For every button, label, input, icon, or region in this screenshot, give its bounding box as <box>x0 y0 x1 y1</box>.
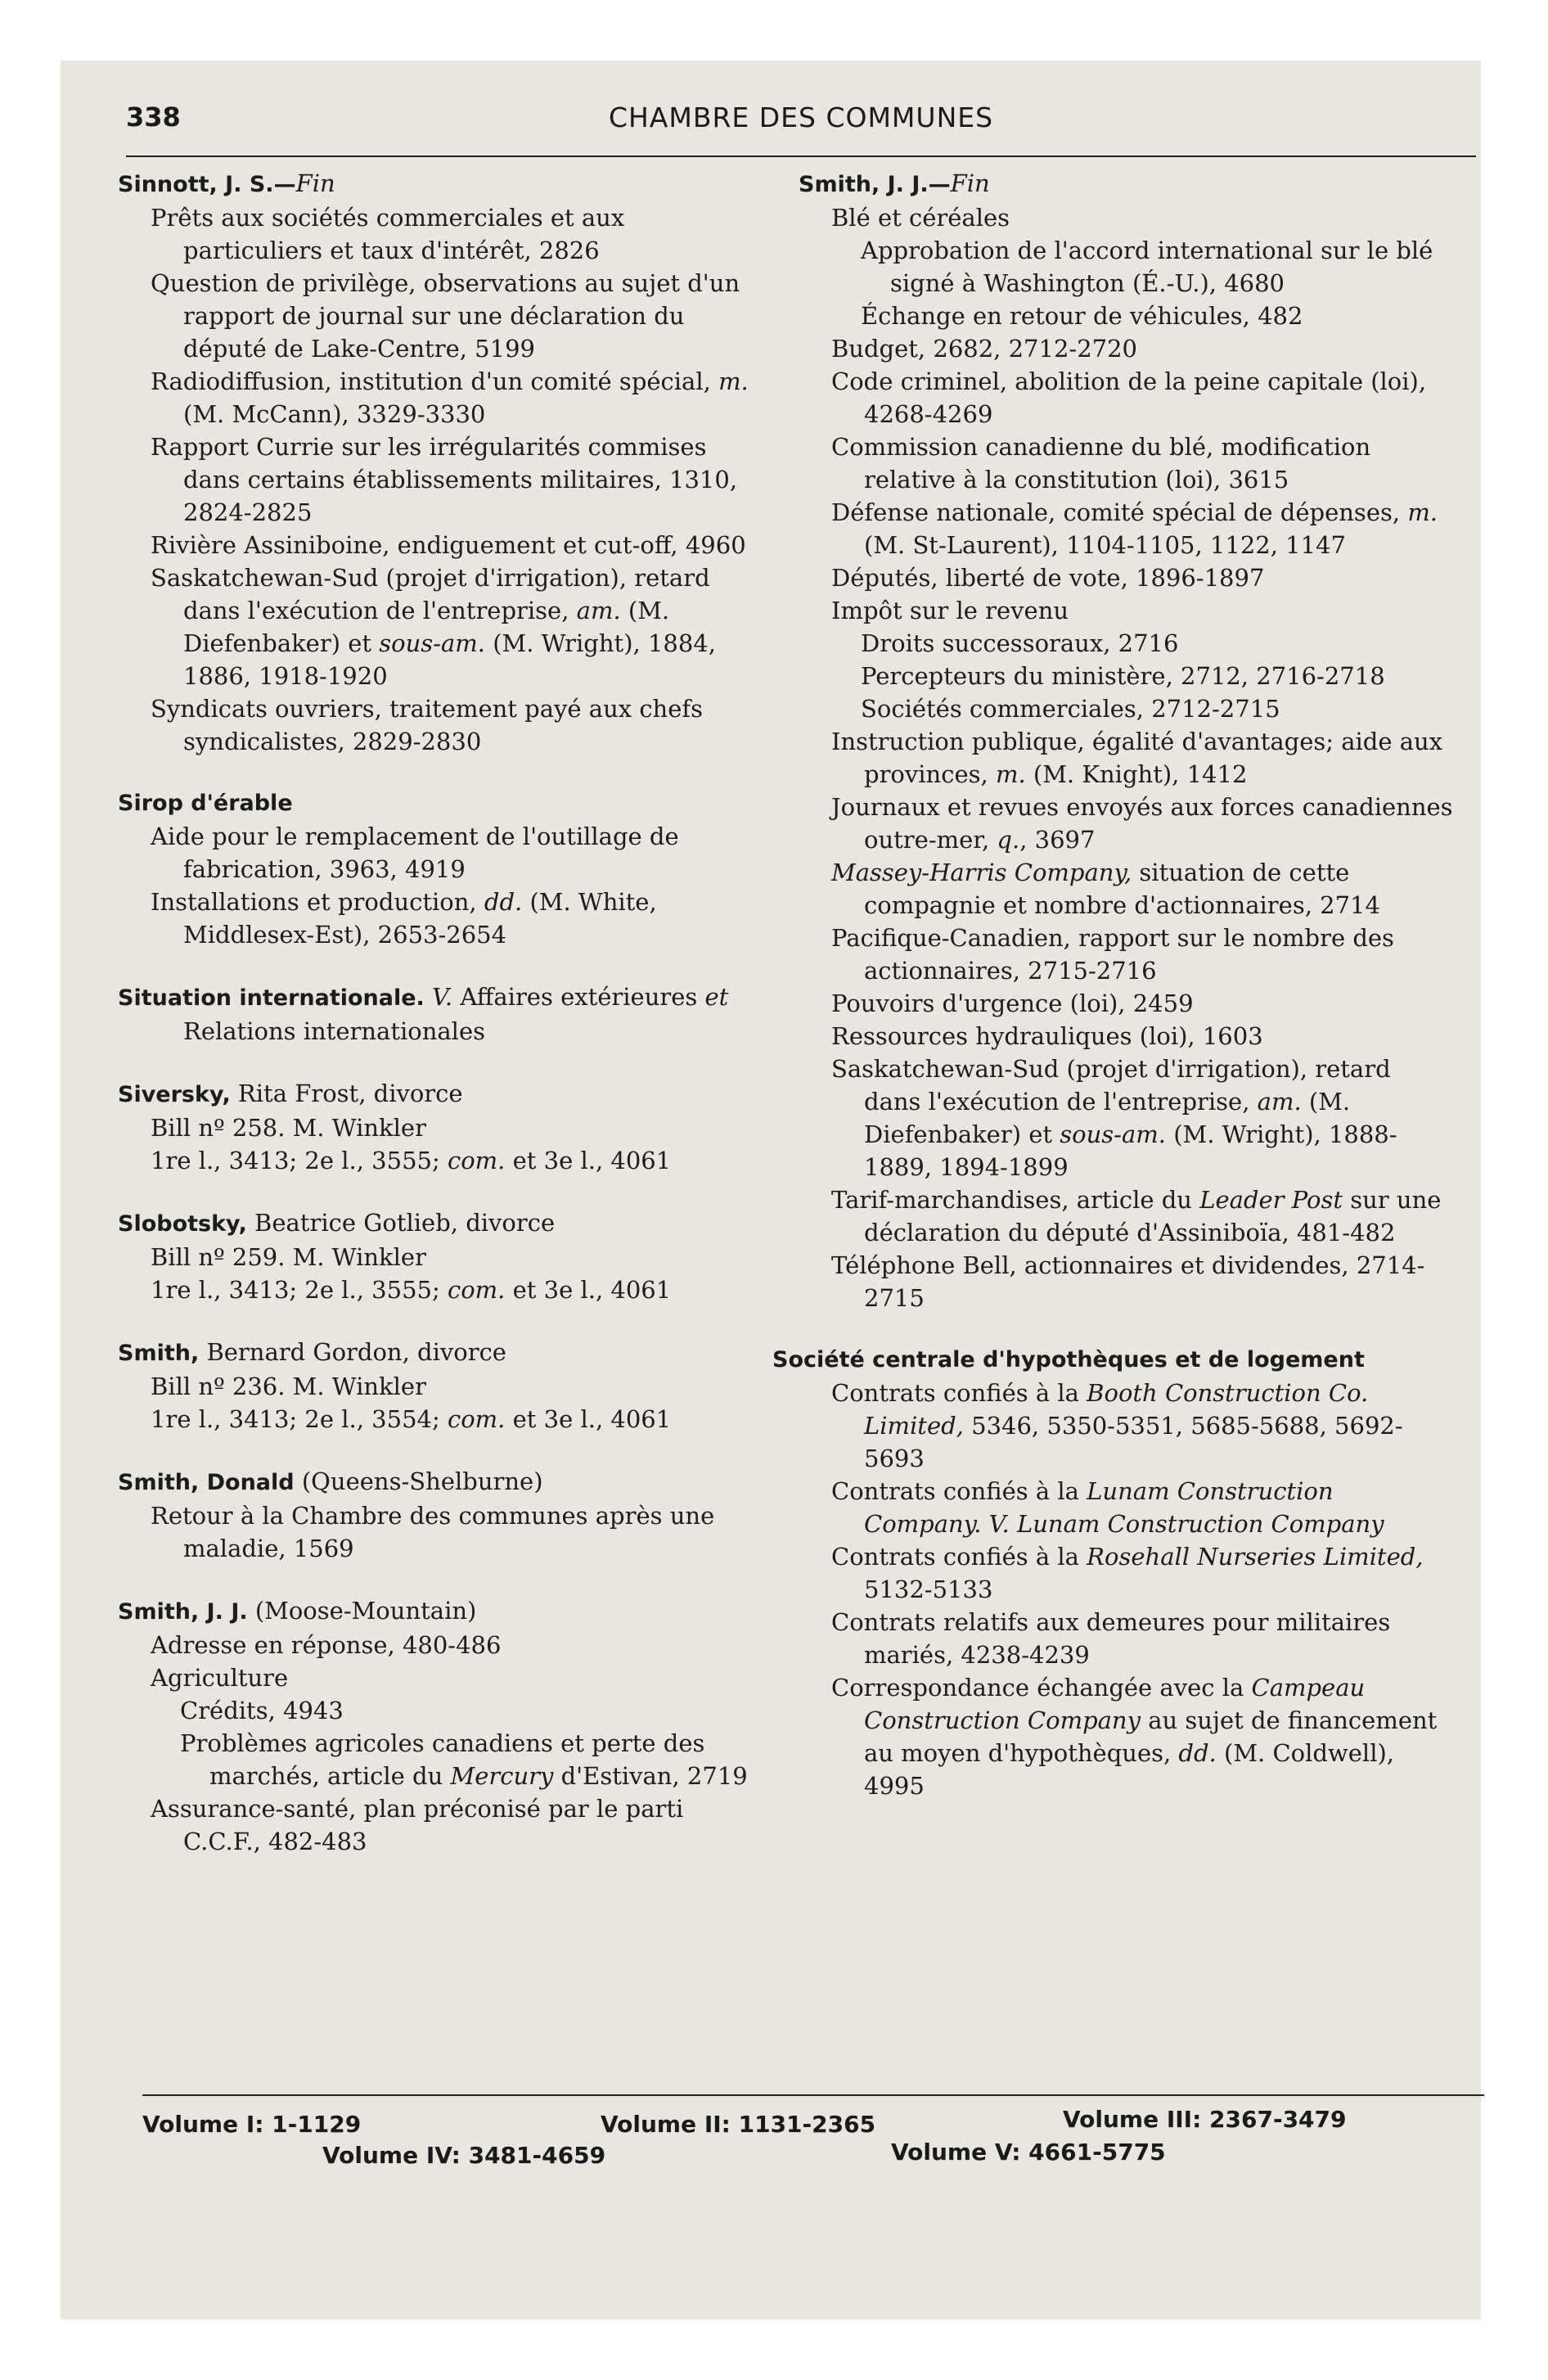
sub-entry: Syndicats ouvriers, traitement payé aux chefs syndicalistes, 2829-2830 <box>151 695 704 755</box>
volume-range: Volume V: 4661-5775 <box>891 2139 1166 2166</box>
page-number: 338 <box>126 101 181 133</box>
sub-entry: Impôt sur le revenu <box>831 597 1069 624</box>
sub-entry: Députés, liberté de vote, 1896-1897 <box>831 564 1265 592</box>
sub-sub-entry: Percepteurs du ministère, 2712, 2716-2718 <box>861 662 1385 690</box>
sub-entry: Contrats confiés à la Lunam Construction Company. V. Lunam Construction Company <box>831 1477 1384 1538</box>
entry-heading-suffix: Fin <box>295 169 335 197</box>
sub-entry: Blé et céréales <box>831 204 1010 232</box>
sub-entry: Contrats relatifs aux demeures pour militaires mariés, 4238-4239 <box>831 1608 1391 1669</box>
entry-heading: Société centrale d'hypothèques et de logement <box>772 1347 1365 1373</box>
sub-entry: 1re l., 3413; 2e l., 3554; com. et 3e l., 4061 <box>151 1405 672 1433</box>
sub-entry: Installations et production, dd. (M. White, Middlesex-Est), 2653-2654 <box>151 888 657 949</box>
sub-sub-entry: Approbation de l'accord international sur le blé signé à Washington (É.-U.), 4680 <box>861 237 1433 297</box>
entry-heading: Sirop d'érable <box>118 791 293 816</box>
sub-entry: Correspondance échangée avec la Campeau Construction Company au sujet de financement au moyen d'hypothèques, dd. (M. Coldwell), 4995 <box>831 1674 1438 1800</box>
volume-range: Volume II: 1131-2365 <box>601 2111 876 2138</box>
sub-entry: Massey-Harris Company, situation de cette compagnie et nombre d'actionnaires, 2714 <box>831 859 1380 919</box>
sub-entry: 1re l., 3413; 2e l., 3555; com. et 3e l., 4061 <box>151 1276 672 1304</box>
sub-entry: Assurance-santé, plan préconisé par le parti C.C.F., 482-483 <box>151 1795 684 1855</box>
entry-societe-centrale <box>772 1344 1453 1802</box>
sub-entry: Commission canadienne du blé, modification relative à la constitution (loi), 3615 <box>831 433 1371 494</box>
sub-entry: Aide pour le remplacement de l'outillage de fabrication, 3963, 4919 <box>151 823 679 883</box>
sub-entry: Journaux et revues envoyés aux forces canadiennes outre-mer, q., 3697 <box>831 793 1453 854</box>
sub-entry: Rapport Currie sur les irrégularités commises dans certains établissements militaires, 1310, 2824-2825 <box>151 433 738 526</box>
right-column <box>772 167 1453 1832</box>
sub-entry: Question de privilège, observations au sujet d'un rapport de journal sur une déclaration du député de Lake-Centre, 5199 <box>151 269 740 363</box>
sub-entry: Bill nº 258. M. Winkler <box>151 1114 426 1142</box>
sub-entry: Instruction publique, égalité d'avantages; aide aux provinces, m. (M. Knight), 1412 <box>831 728 1443 788</box>
sub-entry: Pacifique-Canadien, rapport sur le nombre des actionnaires, 2715-2716 <box>831 924 1394 985</box>
sub-entry: Saskatchewan-Sud (projet d'irrigation), retard dans l'exécution de l'entreprise, am. (M. Diefenbaker) et sous-am. (M. Wright), 1884, 1886, 1918-1920 <box>151 564 716 690</box>
sub-entry: Rivière Assiniboine, endiguement et cut-off, 4960 <box>151 531 746 559</box>
sub-entry: Prêts aux sociétés commerciales et aux particuliers et taux d'intérêt, 2826 <box>151 204 625 264</box>
sub-entry: Tarif-marchandises, article du Leader Post sur une déclaration du député d'Assiniboïa, 481-482 <box>831 1186 1442 1246</box>
entry-heading: Situation internationale. <box>118 985 425 1011</box>
volume-footer <box>142 2094 1484 2170</box>
sub-entry: Saskatchewan-Sud (projet d'irrigation), retard dans l'exécution de l'entreprise, am. (M. Diefenbaker) et sous-am. (M. Wright), 1888-1889, 1894-1899 <box>831 1055 1397 1181</box>
sub-entry: Téléphone Bell, actionnaires et dividendes, 2714-2715 <box>831 1251 1425 1312</box>
entry-heading: Smith, <box>118 1341 200 1366</box>
entry-heading: Siversky, <box>118 1082 231 1107</box>
sub-entry: Pouvoirs d'urgence (loi), 2459 <box>831 989 1194 1017</box>
sub-entry: Retour à la Chambre des communes après une maladie, 1569 <box>151 1502 715 1562</box>
sub-sub-entry: Crédits, 4943 <box>180 1697 344 1724</box>
sub-entry: Contrats confiés à la Rosehall Nurseries Limited, 5132-5133 <box>831 1543 1424 1603</box>
sub-entry: 1re l., 3413; 2e l., 3555; com. et 3e l., 4061 <box>151 1147 672 1174</box>
sub-sub-entry: Problèmes agricoles canadiens et perte des marchés, article du Mercury d'Estivan, 2719 <box>180 1729 748 1790</box>
index-page <box>61 61 1481 2319</box>
sub-sub-entry: Sociétés commerciales, 2712-2715 <box>861 695 1280 723</box>
sub-sub-entry: Droits successoraux, 2716 <box>861 629 1179 657</box>
entry-smith-bernard: Smith, Bernard Gordon, divorce Bill nº 236. M. Winkler 1re l., 3413; 2e l., 3554; com. et 3e l., 4061 <box>118 1336 764 1436</box>
sub-entry: Budget, 2682, 2712-2720 <box>831 335 1138 363</box>
sub-entry: Ressources hydrauliques (loi), 1603 <box>831 1022 1263 1050</box>
entry-smith-jj: Smith, J. J. (Moose-Mountain) Adresse en réponse, 480-486 Agriculture Crédits, 4943 Problèmes agricoles canadiens et perte des marchés, article du Mercury d'Estivan, 2719 Assurance-santé, plan préconisé par le parti C.C.F., 482-483 <box>118 1594 764 1858</box>
sub-entry: Radiodiffusion, institution d'un comité spécial, m. (M. McCann), 3329-3330 <box>151 367 749 428</box>
sub-entry: Bill nº 236. M. Winkler <box>151 1373 426 1400</box>
page-header <box>126 98 1476 157</box>
entry-siversky: Siversky, Rita Frost, divorce Bill nº 258. M. Winkler 1re l., 3413; 2e l., 3555; com. et 3e l., 4061 <box>118 1077 764 1177</box>
entry-heading: Smith, Donald <box>118 1470 295 1495</box>
sub-entry: Défense nationale, comité spécial de dépenses, m. (M. St-Laurent), 1104-1105, 1122, 1147 <box>831 498 1438 559</box>
entry-sinnott <box>118 167 764 758</box>
left-column <box>118 167 764 1887</box>
entry-slobotsky: Slobotsky, Beatrice Gotlieb, divorce Bill nº 259. M. Winkler 1re l., 3413; 2e l., 3555; com. et 3e l., 4061 <box>118 1206 764 1306</box>
entry-heading: Slobotsky, <box>118 1211 247 1237</box>
sub-sub-entry: Échange en retour de véhicules, 482 <box>861 302 1303 330</box>
entry-situation: Situation internationale. V. Affaires extérieures et Relations internationales <box>118 983 729 1045</box>
volume-range: Volume III: 2367-3479 <box>1063 2106 1347 2133</box>
sub-entry: Code criminel, abolition de la peine capitale (loi), 4268-4269 <box>831 367 1427 428</box>
entry-heading: Sinnott, J. S.— <box>118 172 296 197</box>
entry-smith-donald: Smith, Donald (Queens-Shelburne) Retour à la Chambre des communes après une maladie, 1569 <box>118 1465 764 1565</box>
page-title: CHAMBRE DES COMMUNES <box>608 101 994 133</box>
sub-entry: Contrats confiés à la Booth Construction Co. Limited, 5346, 5350-5351, 5685-5688, 5692-5693 <box>831 1379 1403 1472</box>
volume-range: Volume I: 1-1129 <box>142 2111 362 2138</box>
entry-sirop <box>118 787 764 951</box>
entry-heading: Smith, J. J. <box>118 1599 248 1625</box>
sub-entry: Adresse en réponse, 480-486 <box>151 1631 502 1659</box>
sub-entry: Agriculture <box>151 1664 289 1692</box>
volume-range: Volume IV: 3481-4659 <box>322 2142 606 2169</box>
entry-heading: Smith, J. J.— <box>799 172 951 197</box>
entry-smith-jj-fin: Smith, J. J.—Fin Blé et céréales Approbation de l'accord international sur le blé signé à Washington (É.-U.), 4680 Échange en retour de véhicules, 482 Budget, 2682, 2712-2720 Code criminel, abolition de la peine capitale (loi), 4268-4269 Commission canadienne du blé, modification relative à la constitution (loi), 3615 Défense nationale, comité spécial de dépenses, m. (M. St-Laurent), 1104-1105, 1122, 1147 Députés, liberté de vote, 1896-1897 Impôt sur le revenu Droits successoraux, 2716 Percepteurs du ministère, 2712, 2716-2718 Sociétés commerciales, 2712-2715 Instruction publique, égalité d'avantages; aide aux provinces, m. (M. Knight), 1412 Journaux et revues envoyés aux forces canadiennes outre-mer, q., 3697 Massey-Harris Company, situation de cette compagnie et nombre d'actionnaires, 2714 Pacifique-Canadien, rapport sur le nombre des actionnaires, 2715-2716 Pouvoirs d'urgence (loi), 2459 Ressources hydrauliques (loi), 1603 Saskatchewan-Sud (projet d'irrigation), retard dans l'exécution de l'entreprise, am. (M. Diefenbaker) et sous-am. (M. Wright), 1888-1889, 1894-1899 Tarif-marchandises, article du Leader Post sur une déclaration du député d'Assiniboïa, 481-482 Téléphone Bell, actionnaires et dividendes, 2714-2715 <box>799 167 1453 1314</box>
sub-entry: Bill nº 259. M. Winkler <box>151 1243 426 1271</box>
